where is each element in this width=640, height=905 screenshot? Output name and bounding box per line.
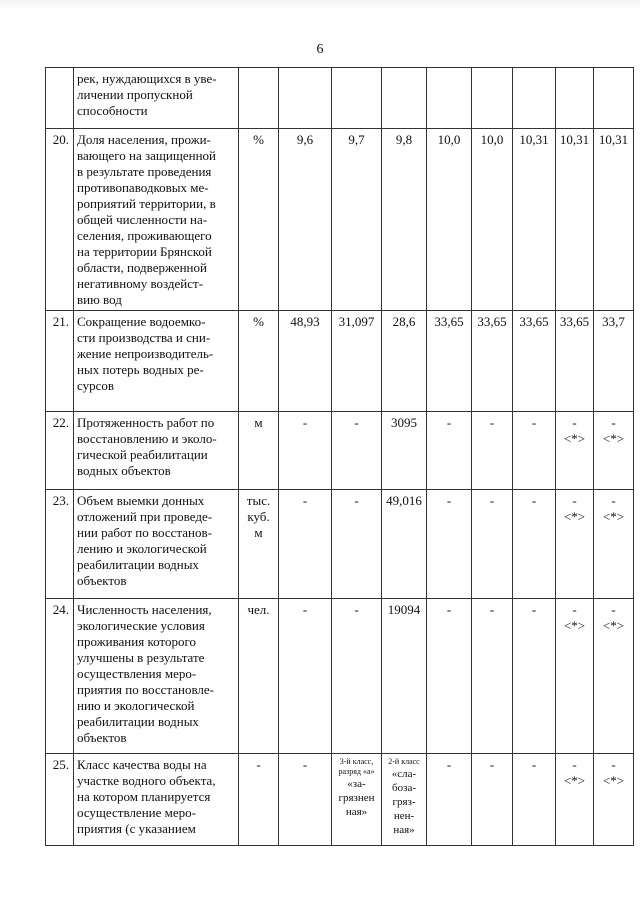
value-cell: 33,65 <box>427 311 472 412</box>
value-cell: - <box>513 754 556 846</box>
value-cell: - <box>513 490 556 599</box>
row-number: 25. <box>46 754 74 846</box>
row-number: 24. <box>46 599 74 754</box>
value-cell: - <*> <box>594 490 634 599</box>
value-cell: - <box>472 754 513 846</box>
value-cell: 33,65 <box>513 311 556 412</box>
row-number: 21. <box>46 311 74 412</box>
value-cell <box>594 68 634 129</box>
value-cell: 9,8 <box>382 129 427 311</box>
value-cell: 28,6 <box>382 311 427 412</box>
row-number: 23. <box>46 490 74 599</box>
indicator-name: рек, нуждающихся в уве- личении пропускной способности <box>74 68 239 129</box>
value-cell <box>382 68 427 129</box>
value-cell: - <box>279 490 332 599</box>
value-cell: 10,31 <box>513 129 556 311</box>
value-cell: - <box>427 599 472 754</box>
value-cell: - <box>279 599 332 754</box>
unit-cell: м <box>239 412 279 490</box>
value-cell: 19094 <box>382 599 427 754</box>
value-cell <box>556 68 594 129</box>
value-cell: - <*> <box>556 412 594 490</box>
indicator-name: Сокращение водоемко- сти производства и сни- жение непроизводитель- ных потерь водных ре- сурсов <box>74 311 239 412</box>
value-cell: 33,65 <box>556 311 594 412</box>
table-row <box>46 490 634 599</box>
table-row <box>46 599 634 754</box>
unit-cell: % <box>239 129 279 311</box>
value-cell: - <box>332 599 382 754</box>
value-cell: 10,0 <box>472 129 513 311</box>
value-cell: 2-й класс «сла- боза- гряз- нен- ная» <box>382 754 427 846</box>
value-cell: 33,7 <box>594 311 634 412</box>
table-row <box>46 129 634 311</box>
indicator-name: Численность населения, экологические условия проживания которого улучшены в результате осуществления меро- приятия по восстановле- нию и экологической реабилитации водных объектов <box>74 599 239 754</box>
value-cell: 48,93 <box>279 311 332 412</box>
table-row <box>46 68 634 129</box>
indicator-name: Объем выемки донных отложений при проведе- нии работ по восстанов- лению и экологической реабилитации водных объектов <box>74 490 239 599</box>
value-cell: - <box>332 412 382 490</box>
value-cell: - <*> <box>556 599 594 754</box>
value-cell: - <*> <box>594 754 634 846</box>
value-cell: - <box>427 412 472 490</box>
value-cell: 9,7 <box>332 129 382 311</box>
scan-edge <box>0 0 640 10</box>
value-cell: - <*> <box>594 599 634 754</box>
page-number: 6 <box>316 42 324 57</box>
value-cell: 33,65 <box>472 311 513 412</box>
table-row <box>46 754 634 846</box>
value-cell: 3095 <box>382 412 427 490</box>
value-cell: - <*> <box>556 490 594 599</box>
table-row <box>46 412 634 490</box>
row-number: 22. <box>46 412 74 490</box>
indicator-name: Протяженность работ по восстановлению и эколо- гической реабилитации водных объектов <box>74 412 239 490</box>
value-cell: 31,097 <box>332 311 382 412</box>
unit-cell: - <box>239 754 279 846</box>
unit-cell <box>239 68 279 129</box>
indicator-name: Класс качества воды на участке водного объекта, на котором планируется осуществление меро- приятия (с указанием <box>74 754 239 846</box>
value-cell: 49,016 <box>382 490 427 599</box>
value-cell: - <box>279 412 332 490</box>
value-cell <box>513 68 556 129</box>
value-cell: - <box>427 754 472 846</box>
unit-cell: % <box>239 311 279 412</box>
table-row <box>46 311 634 412</box>
row-number <box>46 68 74 129</box>
value-cell: 3-й класс, разряд «а» «за- грязнен ная» <box>332 754 382 846</box>
value-cell: - <*> <box>594 412 634 490</box>
value-cell: - <box>513 599 556 754</box>
value-cell: - <box>472 490 513 599</box>
unit-cell: тыс. куб. м <box>239 490 279 599</box>
value-cell: - <box>472 599 513 754</box>
value-cell: - <box>472 412 513 490</box>
value-cell <box>427 68 472 129</box>
value-cell <box>279 68 332 129</box>
value-cell: 10,0 <box>427 129 472 311</box>
indicators-table <box>45 67 634 846</box>
value-cell: - <box>279 754 332 846</box>
value-cell: 10,31 <box>556 129 594 311</box>
row-number: 20. <box>46 129 74 311</box>
value-cell: - <box>513 412 556 490</box>
value-cell <box>472 68 513 129</box>
value-cell: - <box>427 490 472 599</box>
value-cell: 9,6 <box>279 129 332 311</box>
value-cell: - <*> <box>556 754 594 846</box>
unit-cell: чел. <box>239 599 279 754</box>
value-cell <box>332 68 382 129</box>
indicator-name: Доля населения, прожи- вающего на защищенной в результате проведения противопаводковых ме- роприятий территории, в общей численности на- селения, проживающего на территории Брянской области, подверженной негативному воздейст- вию вод <box>74 129 239 311</box>
value-cell: - <box>332 490 382 599</box>
value-cell: 10,31 <box>594 129 634 311</box>
